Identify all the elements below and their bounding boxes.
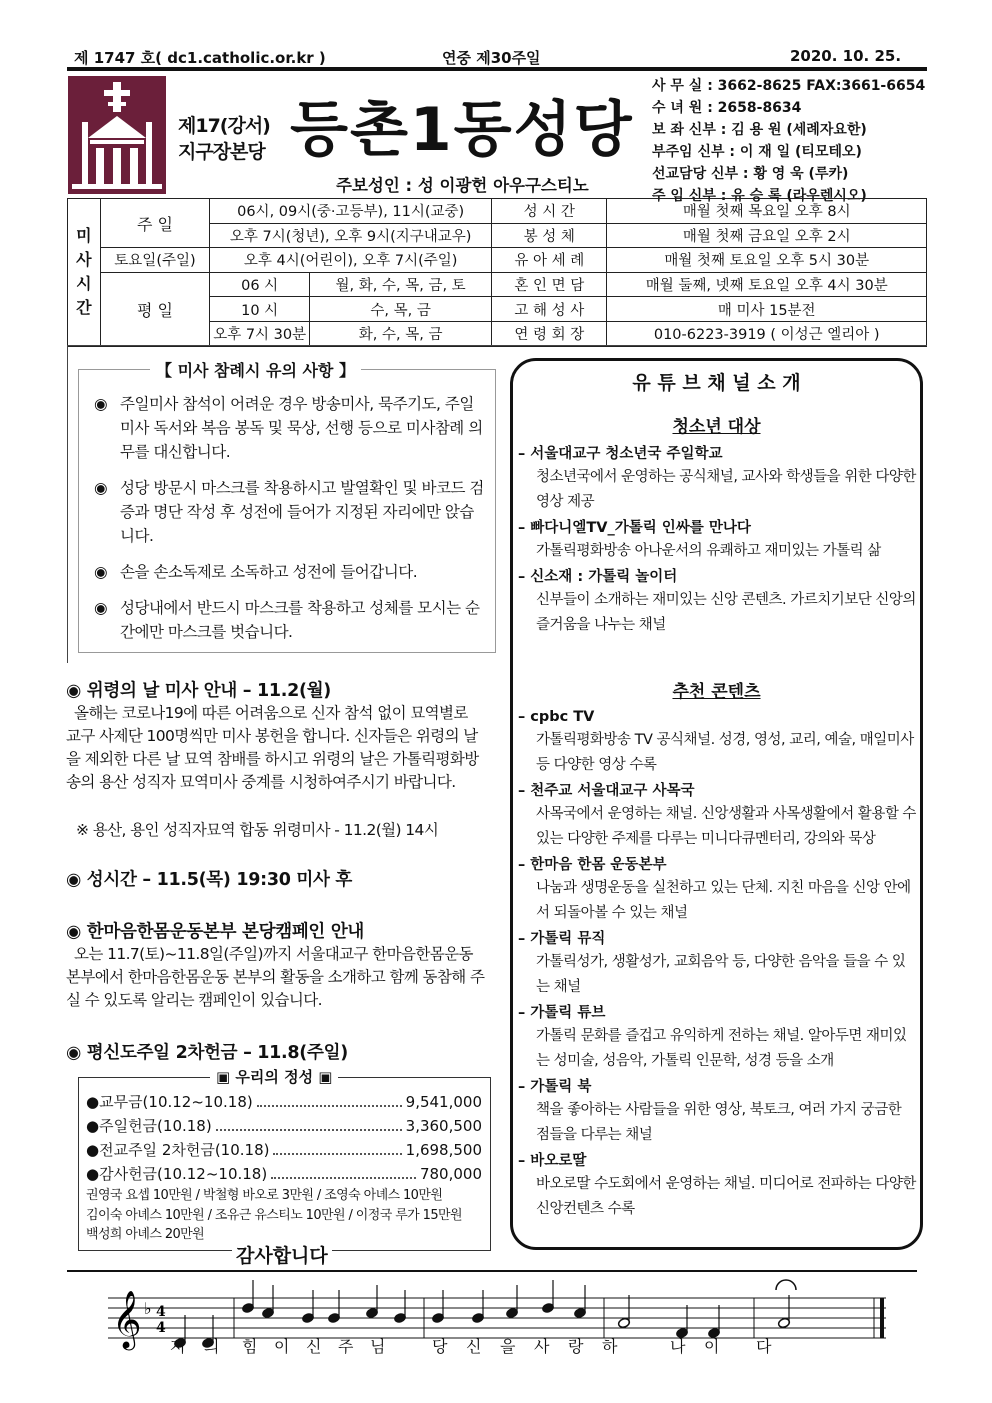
left-frame — [67, 345, 68, 663]
section-title: ◉ 평신도주일 2차헌금 – 11.8(주일) — [66, 1043, 348, 1063]
list-item: – 가톨릭 북 책을 좋아하는 사람들을 위한 영상, 북토크, 여러 가지 궁금한 점들을 다루는 채널 — [518, 1079, 902, 1143]
table-row — [68, 272, 927, 297]
convent-phone: 수 녀 원 : 2658-8634 — [652, 100, 802, 116]
district-name: 제17(강서) — [178, 115, 270, 137]
lyric-syllable: 힘 — [242, 1337, 258, 1356]
donor-line: 권영국 요셉 10만원 / 박철형 바오로 3만원 / 조영숙 아녜스 10만원 — [86, 1188, 443, 1203]
svg-text:♭: ♭ — [144, 1299, 152, 1318]
lyric-syllable: 다 — [756, 1337, 772, 1356]
section-title: ◉ 위령의 날 미사 안내 – 11.2(월) — [66, 681, 331, 701]
lyric-syllable: 저 — [170, 1337, 186, 1356]
youth-heading: 청소년 대상 — [672, 417, 761, 437]
list-item: ◉ 성당내에서 반드시 마스크를 착용하고 성체를 모시는 순간에만 마스크를 벗습니다. — [86, 596, 488, 644]
list-item: – 바오로딸 바오로딸 수도회에서 운영하는 채널. 미디어로 전파하는 다양한 신앙컨텐츠 수록 — [518, 1153, 916, 1217]
issue-date: 2020. 10. 25. — [790, 47, 902, 65]
lyric-syllable: 나 — [670, 1337, 686, 1356]
district-role: 지구장본당 — [178, 141, 265, 163]
service-name: 유 아 세 례 — [492, 248, 607, 273]
liturgical-sunday: 연중 제30주일 — [442, 49, 541, 67]
fermata-icon — [776, 1280, 796, 1290]
weekday-days: 화, 수, 목, 금 — [310, 321, 492, 346]
list-item: – 신소재 : 가톨릭 놀이터 신부들이 소개하는 재미있는 신앙 콘텐츠. 가르치기보단 신앙의 즐거움을 나누는 채널 — [518, 569, 916, 633]
church-logo — [68, 76, 166, 194]
section-body: 올해는 코로나19에 따른 어려움으로 신자 참석 없이 묘역별로 교구 사제단 100명씩만 미사 봉헌을 합니다. 신자들은 위령의 날을 제외한 다른 날 묘역 참배를 하시고 위령의 날은 가톨릭평화방송의 용산 성직자 묘역미사 중계를 시청하여주시기 바랍니다. — [66, 704, 479, 791]
service-time: 매월 첫째 토요일 오후 5시 30분 — [607, 248, 927, 273]
offering-row: ●감사헌금(10.12~10.18) 780,000 — [86, 1162, 482, 1186]
weekday-time: 오후 7시 30분 — [210, 321, 310, 346]
sheet-music — [108, 1276, 890, 1356]
lyric-syllable: 당 — [432, 1337, 448, 1356]
sunday-times-1: 06시, 09시(중·고등부), 11시(교중) — [210, 199, 492, 224]
lyric-syllable: 의 — [204, 1337, 220, 1356]
section-divider — [67, 345, 927, 346]
weekday-time: 06 시 — [210, 272, 310, 297]
weekday-days: 수, 목, 금 — [310, 297, 492, 322]
parish-title: 등촌1동성당 — [290, 95, 634, 165]
section-title: ◉ 성시간 – 11.5(목) 19:30 미사 후 — [66, 870, 352, 890]
recommended-heading: 추천 콘텐츠 — [672, 682, 761, 702]
section-note: ※ 용산, 용인 성직자묘역 합동 위령미사 - 11.2(월) 14시 — [76, 821, 439, 839]
youtube-title: 유 튜 브 채 널 소 개 — [632, 372, 801, 394]
sunday-times-2: 오후 7시(청년), 오후 9시(지구내교우) — [210, 223, 492, 248]
lyric-syllable: 주 — [338, 1337, 354, 1356]
lyric-syllable: 님 — [370, 1337, 386, 1356]
song-title: 감사합니다 — [232, 1241, 332, 1268]
mass-schedule-table — [67, 198, 927, 347]
donor-line: 김이숙 아녜스 10만원 / 조유근 유스티노 10만원 / 이정국 루가 15만원 — [86, 1207, 462, 1223]
list-item: ◉ 주일미사 참석이 어려운 경우 방송미사, 묵주기도, 주일미사 독서와 복음 봉독 및 묵상, 선행 등으로 미사참례 의무를 대신합니다. — [86, 392, 488, 464]
svg-text:4: 4 — [156, 1304, 166, 1320]
offering-row: ●전교주일 2차헌금(10.18) 1,698,500 — [86, 1138, 482, 1162]
bullet-icon: ◉ — [94, 395, 108, 413]
lyric-syllable: 신 — [306, 1337, 322, 1356]
svg-text:𝄞: 𝄞 — [112, 1290, 142, 1348]
lyric-syllable: 사 — [534, 1337, 550, 1356]
lyric-syllable: 을 — [500, 1337, 516, 1356]
section-body: 오는 11.7(토)~11.8일(주일)까지 서울대교구 한마음한몸운동 본부에서 한마음한몸운동 본부의 활동을 소개하고 함께 동참해 주실 수 있도록 알리는 캠페인이 있습니다. — [66, 945, 485, 1009]
youth-channel-list — [518, 443, 916, 638]
bullet-icon: ◉ — [94, 599, 108, 617]
section-title: ◉ 한마음한몸운동본부 본당캠페인 안내 — [66, 922, 365, 942]
mission-priest: 선교담당 신부 : 황 영 욱 (루카) — [652, 166, 849, 182]
service-name: 연 령 회 장 — [492, 321, 607, 346]
list-item: – 빠다니엘TV_가톨릭 인싸를 만나다 가톨릭평화방송 아나운서의 유쾌하고 재미있는 가톨릭 삶 — [518, 520, 881, 559]
service-name: 성 시 간 — [492, 199, 607, 224]
saturday-label: 토요일(주일) — [100, 248, 209, 273]
weekday-label: 평 일 — [100, 272, 209, 346]
list-item: – 서울대교구 청소년국 주일학교 청소년국에서 운영하는 공식채널, 교사와 학생들을 위한 다양한 영상 제공 — [518, 446, 916, 510]
church-icon — [68, 76, 166, 194]
offering-title: ▣ 우리의 정성 ▣ — [210, 1066, 338, 1087]
service-time: 매월 둘째, 넷째 토요일 오후 4시 30분 — [607, 272, 927, 297]
offering-row: ●주일헌금(10.18) 3,360,500 — [86, 1114, 482, 1138]
list-item: – cpbc TV 가톨릭평화방송 TV 공식채널. 성경, 영성, 교리, 예술, 매일미사 등 다양한 영상 수록 — [518, 709, 914, 773]
weekday-time: 10 시 — [210, 297, 310, 322]
pastor: 주 임 신부 : 유 승 록 (라우렌시오) — [652, 188, 867, 204]
svg-text:4: 4 — [156, 1320, 166, 1336]
offering-row: ●교무금(10.12~10.18) 9,541,000 — [86, 1090, 482, 1114]
list-item: – 천주교 서울대교구 사목국 사목국에서 운영하는 채널. 신앙생활과 사목생활에서 활용할 수 있는 다양한 주제를 다루는 미니다큐멘터리, 강의와 묵상 — [518, 783, 916, 847]
donor-line: 백성희 아녜스 20만원 — [86, 1227, 205, 1242]
sunday-label: 주 일 — [100, 199, 209, 248]
song-rule — [67, 1270, 917, 1272]
service-name: 혼 인 면 담 — [492, 272, 607, 297]
table-row — [68, 248, 927, 273]
lyric-syllable: 랑 — [568, 1337, 584, 1356]
header-rule — [67, 67, 927, 71]
mass-side-label: 미 사 시 간 — [68, 199, 101, 347]
weekday-days: 월, 화, 수, 목, 금, 토 — [310, 272, 492, 297]
list-item: – 한마음 한몸 운동본부 나눔과 생명운동을 실천하고 있는 단체. 지친 마음을 신앙 안에서 되돌아볼 수 있는 채널 — [518, 857, 911, 921]
list-item: – 가톨릭 튜브 가톨릭 문화를 즐겁고 유익하게 전하는 채널. 알아두면 재미있는 성미술, 성음악, 가톨릭 인문학, 성경 등을 소개 — [518, 1005, 907, 1069]
list-item: ◉ 손을 손소독제로 소독하고 성전에 들어갑니다. — [86, 560, 488, 584]
patron-saint: 주보성인 : 성 이광헌 아우구스티노 — [336, 176, 589, 195]
lyric-syllable: 신 — [466, 1337, 482, 1356]
offering-list — [86, 1090, 482, 1245]
assistant-priest: 보 좌 신부 : 김 용 원 (세례자요한) — [652, 122, 867, 138]
service-time: 매월 첫째 목요일 오후 8시 — [607, 199, 927, 224]
saturday-times: 오후 4시(어린이), 오후 7시(주일) — [210, 248, 492, 273]
notice-title: 【 미사 참례시 유의 사항 】 — [150, 358, 361, 381]
lyric-syllable: 하 — [602, 1337, 618, 1356]
notice-list — [86, 392, 488, 644]
bullet-icon: ◉ — [94, 479, 108, 497]
service-name: 고 해 성 사 — [492, 297, 607, 322]
issue-number: 제 1747 호( dc1.catholic.or.kr ) — [74, 49, 326, 67]
bullet-icon: ◉ — [94, 563, 108, 581]
lyric-syllable: 이 — [274, 1337, 290, 1356]
service-name: 봉 성 체 — [492, 223, 607, 248]
office-phone: 사 무 실 : 3662-8625 FAX:3661-6654 — [652, 78, 926, 94]
service-time: 010-6223-3919 ( 이성근 엘리아 ) — [607, 321, 927, 346]
recommended-channel-list — [518, 706, 916, 1222]
service-time: 매 미사 15분전 — [607, 297, 927, 322]
service-time: 매월 첫째 금요일 오후 2시 — [607, 223, 927, 248]
contact-list — [652, 75, 925, 207]
table-row — [68, 199, 927, 224]
list-item: – 가톨릭 뮤직 가톨릭성가, 생활성가, 교회음악 등, 다양한 음악을 들을 수 있는 채널 — [518, 931, 906, 995]
associate-priest: 부주임 신부 : 이 재 일 (티모테오) — [652, 144, 862, 160]
list-item: ◉ 성당 방문시 마스크를 착용하시고 발열확인 및 바코드 검증과 명단 작성 후 성전에 들어가 지정된 자리에만 앉습니다. — [86, 476, 488, 548]
lyric-syllable: 이 — [704, 1337, 720, 1356]
